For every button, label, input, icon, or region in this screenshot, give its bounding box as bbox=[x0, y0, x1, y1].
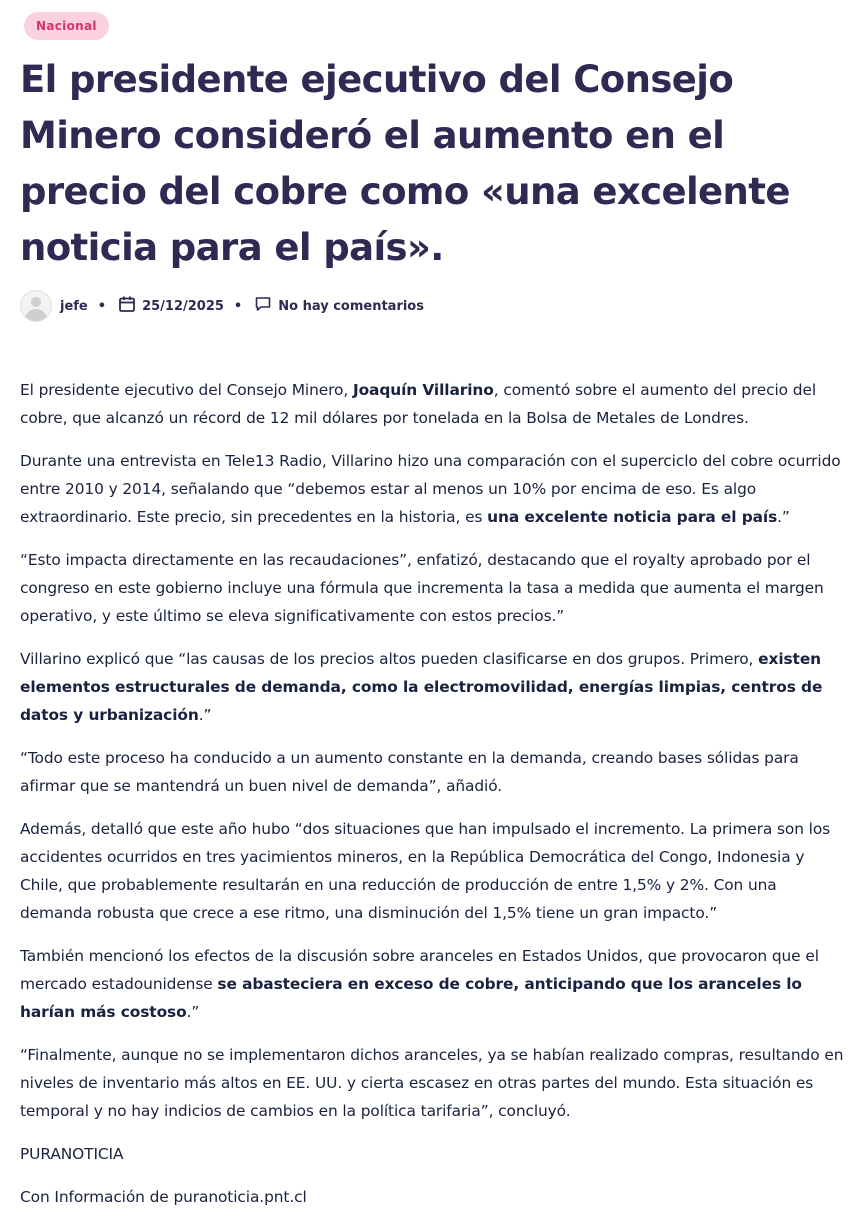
paragraph: Además, detalló que este año hubo “dos situaciones que han impulsado el incremento. La primera son los accidentes ocurridos en tres yacimientos mineros, en la República Democrática del Congo, Indonesia y Chile, que probablemente resultarán en una reducción de producción de entre 1,5% y 2%. Con una demanda robusta que crece a ese ritmo, una disminución del 1,5% tiene un gran impacto.” bbox=[20, 820, 831, 922]
calendar-icon bbox=[118, 295, 136, 317]
paragraph: “Finalmente, aunque no se implementaron dichos aranceles, ya se habían realizado compras, resultando en niveles de inventario más altos en EE. UU. y cierta escasez en otras partes del mundo. Esta situación es temporal y no hay indicios de cambios en la política tarifaria”, concluyó. bbox=[20, 1046, 844, 1120]
source-credit: Con Información de puranoticia.pnt.cl bbox=[20, 1188, 307, 1206]
paragraph: Villarino explicó que “las causas de los precios altos pueden clasificarse en dos grupos. Primero, existen elementos estructurales de demanda, como la electromovilidad, energías limpias, centros de datos y urbanización.” bbox=[20, 650, 823, 724]
paragraph: “Esto impacta directamente en las recaudaciones”, enfatizó, destacando que el royalty aprobado por el congreso en este gobierno incluye una fórmula que incrementa la tasa a medida que aumenta el margen operativo, y este último se eleva significativamente con estos precios.” bbox=[20, 551, 824, 625]
author-link[interactable]: jefe bbox=[60, 298, 88, 314]
source-label: PURANOTICIA bbox=[20, 1145, 124, 1163]
comment-icon bbox=[254, 295, 272, 317]
meta-separator: • bbox=[97, 298, 107, 314]
paragraph: “Todo este proceso ha conducido a un aumento constante en la demanda, creando bases sólidas para afirmar que se mantendrá un buen nivel de demanda”, añadió. bbox=[20, 749, 799, 795]
comments-link[interactable]: No hay comentarios bbox=[278, 298, 424, 314]
article-body bbox=[20, 376, 845, 1226]
paragraph: Durante una entrevista en Tele13 Radio, Villarino hizo una comparación con el superciclo del cobre ocurrido entre 2010 y 2014, señalando que “debemos estar al menos un 10% por encima de eso. Es algo extraordinario. Este precio, sin precedentes en la historia, es una excelente noticia para el país.” bbox=[20, 452, 841, 526]
paragraph: El presidente ejecutivo del Consejo Minero, Joaquín Villarino, comentó sobre el aumento del precio del cobre, que alcanzó un récord de 12 mil dólares por tonelada en la Bolsa de Metales de Londres. bbox=[20, 381, 817, 427]
paragraph: También mencionó los efectos de la discusión sobre aranceles en Estados Unidos, que provocaron que el mercado estadounidense se abasteciera en exceso de cobre, anticipando que los aranceles lo harían más costoso.” bbox=[20, 947, 819, 1021]
post-meta bbox=[20, 290, 424, 322]
meta-separator: • bbox=[233, 298, 243, 314]
avatar-icon[interactable] bbox=[20, 290, 52, 322]
article-title: El presidente ejecutivo del Consejo Minero consideró el aumento en el precio del cobre como «una excelente noticia para el país». bbox=[20, 58, 790, 269]
post-date-link[interactable]: 25/12/2025 bbox=[142, 298, 224, 314]
category-badge[interactable]: Nacional bbox=[24, 12, 109, 40]
